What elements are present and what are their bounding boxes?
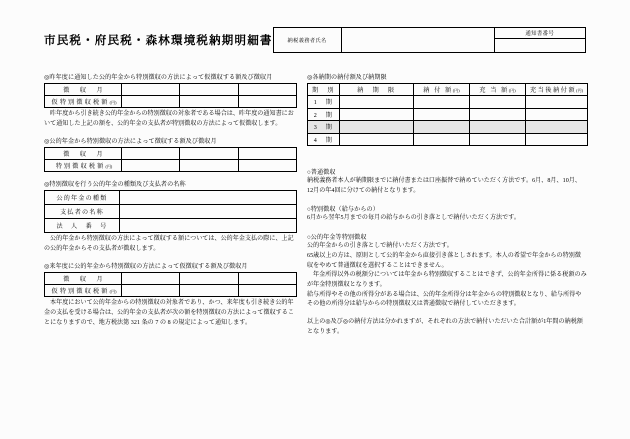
section1-heading: ◎昨年度に通知した公的年金から特別徴収の方法によって仮徴収する額及び徴収月 [44, 75, 273, 81]
table-row [45, 273, 297, 285]
col-due-date: 納 期 限 [340, 84, 414, 96]
section4-month-cell-3[interactable] [238, 273, 296, 285]
section2-amount-cell-2[interactable] [180, 160, 238, 172]
section3-note: 公的年金から特別徴収の方法によって徴収する額については、公的年金支払の際に、上記の公的年金からその支払者が徴収します。 [44, 236, 294, 252]
section2-heading: ◎公的年金から特別徴収の方法によって徴収する額及び徴収月 [44, 139, 217, 146]
period-1-due[interactable] [340, 96, 414, 109]
period-2-label: 2 期 [308, 108, 340, 121]
period-4-due[interactable] [340, 133, 414, 146]
section3-heading: ◎特別徴収を行う公的年金の種類及び支払者の名称 [44, 182, 186, 189]
section1-note: 昨年度から引き続き公的年金からの特別徴収の対象者である場合は、昨年度の通知書において通知した上記の額を、公的年金の支払者が特別徴収の方法によって仮徴収します。 [44, 111, 294, 127]
table-row [45, 205, 297, 219]
notice-number-field[interactable] [495, 39, 585, 52]
period-2-due[interactable] [340, 108, 414, 121]
section2-month-label: 徴 収 月 [45, 148, 122, 160]
section1-amount-label: 仮特別徴収税額(円) [45, 96, 122, 108]
section-next-year-provisional [44, 261, 297, 328]
left-column [44, 72, 297, 335]
period-2-payment[interactable] [414, 108, 470, 121]
table-row [45, 285, 297, 297]
pension-special-collection-body-1: 公的年金からの引き落としで納付いただく方法です。 [307, 243, 453, 250]
table-row [308, 96, 588, 109]
payer-name-label: 支払者の名称 [45, 205, 120, 219]
explanation-salary-special-collection [307, 204, 587, 224]
explanation-ordinary-collection [307, 167, 587, 196]
payer-name-value[interactable] [120, 205, 297, 219]
table-row [45, 96, 297, 108]
section-prior-year-provisional [44, 72, 297, 129]
section4-note: 本年度において公的年金からの特別徴収の対象者であり、かつ、来年度も引き続き公的年金の支払を受ける場合は、公的年金の支払者が次の額を特別徴収の方法によって徴収することになりますので、地方税法第 321 条の 7 の 8 の規定によって通知します。 [44, 300, 294, 326]
section2-amount-cell-1[interactable] [122, 160, 180, 172]
periods-table [307, 83, 588, 146]
footer-note-block [307, 318, 587, 337]
period-4-payment[interactable] [414, 133, 470, 146]
taxpayer-name-field[interactable] [342, 28, 494, 52]
period-4-credit[interactable] [470, 133, 526, 146]
period-3-net[interactable] [526, 121, 588, 134]
table-row [308, 108, 588, 121]
section1-month-cell-2[interactable] [180, 84, 238, 96]
table-row [45, 148, 297, 160]
period-1-label: 1 期 [308, 96, 340, 109]
section2-table [44, 147, 297, 172]
section2-month-cell-1[interactable] [122, 148, 180, 160]
section4-table [44, 272, 297, 297]
notice-number-label: 通知書番号 [495, 28, 585, 39]
taxpayer-name-box [273, 27, 495, 53]
section2-amount-label: 特別徴収税額(円) [45, 160, 122, 172]
table-row [45, 84, 297, 96]
section4-amount-cell-1[interactable] [122, 285, 180, 297]
ordinary-collection-body: 納税義務者本人が納期限までに納付書または口座振替で納めていただく方法です。6月、8月、10月、12月の年4回に分けての納付となります。 [307, 178, 581, 194]
section4-amount-cell-3[interactable] [238, 285, 296, 297]
right-column [307, 72, 587, 345]
table-row [308, 133, 588, 146]
period-1-payment[interactable] [414, 96, 470, 109]
section4-heading: ◎来年度に公的年金から特別徴収の方法によって仮徴収する額及び徴収月 [44, 264, 248, 271]
period-4-net[interactable] [526, 133, 588, 146]
pension-special-collection-body-2: 65歳以上の方は、原則として公的年金から直接引き落としされます。本人の希望で年金からの特別徴収をやめて普通徴収を選択することはできません。 [307, 252, 581, 269]
footer-note: 以上の◎及び◎の納付方法は分かれますが、それぞれの方法で納付いただいた合計額が1年間の納税額となります。 [307, 319, 583, 335]
notice-number-box [495, 27, 586, 53]
pension-special-collection-body-4: 給与所得やその他の所得分がある場合は、公的年金所得分は年金からの特別徴収となり、給与所得やその他の所得分は給与からの特別徴収又は普通徴収で納付していただきます。 [307, 291, 582, 308]
section1-amount-cell-3[interactable] [238, 96, 296, 108]
col-payment: 納 付 額(円) [414, 84, 470, 96]
section1-amount-cell-1[interactable] [122, 96, 180, 108]
period-3-label: 3 期 [308, 121, 340, 134]
period-3-credit[interactable] [470, 121, 526, 134]
section4-month-cell-2[interactable] [180, 273, 238, 285]
period-2-credit[interactable] [470, 108, 526, 121]
ordinary-collection-title: ○普通徴収 [307, 170, 336, 176]
period-3-due[interactable] [340, 121, 414, 134]
table-header-row [308, 84, 588, 96]
section3-table [44, 190, 297, 233]
salary-special-collection-title: ○特別徴収（給与からの） [307, 207, 379, 214]
col-credit: 充 当 額(円) [470, 84, 526, 96]
section4-amount-label: 仮特別徴収税額(円) [45, 285, 122, 297]
table-row [45, 191, 297, 205]
section-pension-special-collection [44, 136, 297, 172]
document-header [44, 27, 586, 53]
section-payment-periods [307, 72, 587, 146]
table-row [45, 160, 297, 172]
periods-heading: ◎各納期の納付額及び納期限 [307, 75, 387, 81]
period-4-label: 4 期 [308, 133, 340, 146]
corporate-number-value[interactable] [120, 219, 297, 233]
section2-amount-cell-3[interactable] [238, 160, 296, 172]
section4-amount-cell-2[interactable] [180, 285, 238, 297]
col-net-payment: 充当後納付額(円) [526, 84, 588, 96]
period-2-net[interactable] [526, 108, 588, 121]
section4-month-label: 徴 収 月 [45, 273, 122, 285]
pension-type-value[interactable] [120, 191, 297, 205]
page-title: 市民税・府民税・森林環境税納期明細書 [44, 35, 273, 47]
section1-month-cell-3[interactable] [238, 84, 296, 96]
pension-special-collection-title: ○公的年金等特別徴収 [307, 235, 367, 242]
section1-table [44, 83, 297, 108]
section2-month-cell-2[interactable] [180, 148, 238, 160]
section4-month-cell-1[interactable] [122, 273, 180, 285]
table-row [45, 219, 297, 233]
table-row [308, 121, 588, 134]
section1-month-cell-1[interactable] [122, 84, 180, 96]
section-pension-payer-info [44, 179, 297, 254]
pension-special-collection-body-3: 年金所得以外の税額分については年金から特別徴収することはできず、公的年金所得に係る税額のみが年金特別徴収となります。 [307, 272, 587, 288]
period-3-payment[interactable] [414, 121, 470, 134]
corporate-number-label: 法 人 番 号 [45, 219, 120, 233]
taxpayer-name-label: 納税義務者氏名 [274, 28, 342, 52]
period-1-net[interactable] [526, 96, 588, 109]
pension-type-label: 公的年金の種類 [45, 191, 120, 205]
period-1-credit[interactable] [470, 96, 526, 109]
salary-special-collection-body: 6月から翌年5月までの毎月の給与からの引き落としで納付いただく方法です。 [307, 215, 520, 222]
col-period: 期 別 [308, 84, 340, 96]
section2-month-cell-3[interactable] [238, 148, 296, 160]
section1-month-label: 徴 収 月 [45, 84, 122, 96]
section1-amount-cell-2[interactable] [180, 96, 238, 108]
explanation-pension-special-collection [307, 232, 587, 310]
